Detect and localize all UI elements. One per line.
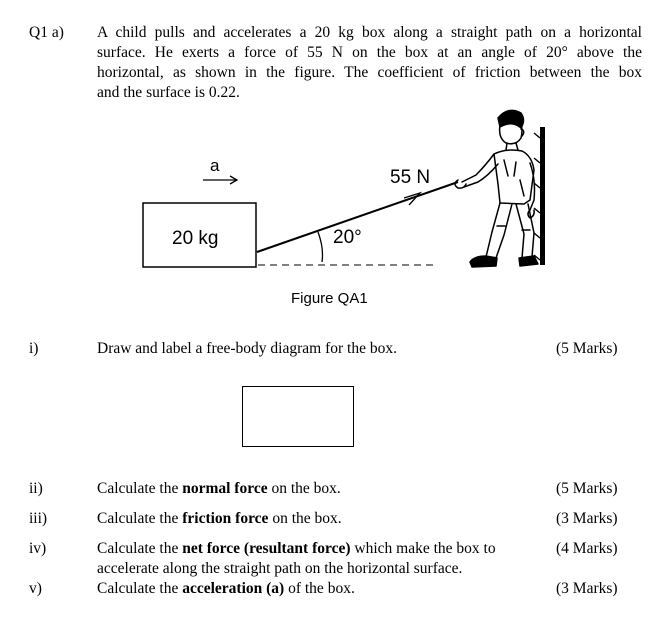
part-v-pre: Calculate the xyxy=(97,580,183,597)
figure-caption: Figure QA1 xyxy=(291,290,368,307)
part-iv-bold: net force (resultant force) xyxy=(182,540,351,557)
part-iii-bold: friction force xyxy=(182,510,269,527)
part-iv-number: iv) xyxy=(29,540,47,557)
intro-line-2: surface. He exerts a force of 55 N on the box at an angle of 20° above the xyxy=(97,44,642,61)
part-v-text xyxy=(97,579,355,599)
angle-arc xyxy=(318,232,323,262)
part-v-bold: acceleration (a) xyxy=(182,580,285,597)
child-pulling-icon xyxy=(455,110,538,267)
intro-line-3: horizontal, as shown in the figure. The coefficient of friction between the box xyxy=(97,64,642,81)
box-label: 20 kg xyxy=(172,228,219,249)
part-iv-marks: (4 Marks) xyxy=(556,540,618,557)
part-ii-marks: (5 Marks) xyxy=(556,480,618,497)
free-body-diagram-box[interactable] xyxy=(242,386,354,447)
part-iii-text xyxy=(97,509,342,529)
part-iv-pre: Calculate the xyxy=(97,540,183,557)
part-iv-text xyxy=(97,539,496,559)
part-i-text: Draw and label a free-body diagram for the box. xyxy=(97,340,397,357)
part-ii-bold: normal force xyxy=(182,480,268,497)
part-i-number: i) xyxy=(29,340,39,357)
intro-line-1: A child pulls and accelerates a 20 kg box along a straight path on a horizontal xyxy=(97,24,642,41)
part-iii-marks: (3 Marks) xyxy=(556,510,618,527)
part-ii-number: ii) xyxy=(29,480,43,497)
part-ii-text xyxy=(97,479,341,499)
part-iv-text-line2: accelerate along the straight path on the horizontal surface. xyxy=(97,560,463,577)
intro-line-4: and the surface is 0.22. xyxy=(97,84,240,101)
part-v-number: v) xyxy=(29,580,42,597)
part-iii-number: iii) xyxy=(29,510,48,527)
question-number: Q1 a) xyxy=(29,24,64,41)
angle-label: 20° xyxy=(333,227,362,248)
force-label: 55 N xyxy=(390,167,431,188)
part-ii-post: on the box. xyxy=(267,480,341,497)
acceleration-label: a xyxy=(210,156,220,175)
part-i-marks: (5 Marks) xyxy=(556,340,618,357)
part-iii-post: on the box. xyxy=(268,510,342,527)
part-ii-pre: Calculate the xyxy=(97,480,183,497)
wall-icon xyxy=(534,127,545,265)
part-iv-post: which make the box to xyxy=(350,540,496,557)
part-v-post: of the box. xyxy=(284,580,355,597)
part-v-marks: (3 Marks) xyxy=(556,580,618,597)
part-iii-pre: Calculate the xyxy=(97,510,183,527)
